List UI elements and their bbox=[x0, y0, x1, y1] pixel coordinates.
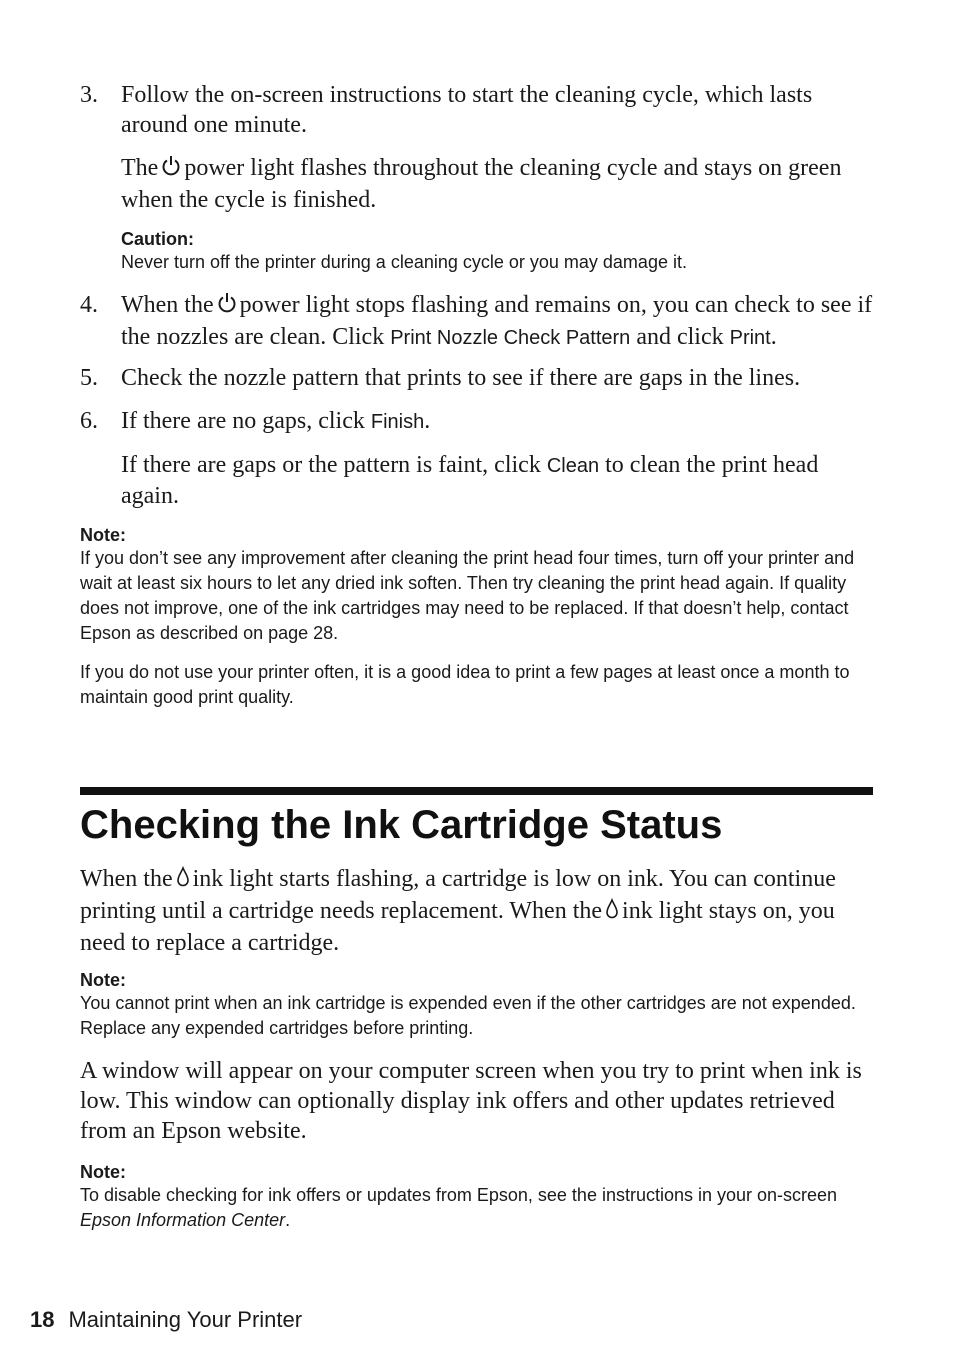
step-3 bbox=[80, 80, 880, 140]
note-label: Note: bbox=[80, 525, 126, 545]
step-number: 3. bbox=[80, 82, 98, 108]
caution-box bbox=[121, 228, 881, 275]
step-number: 4. bbox=[80, 292, 98, 318]
caution-body: Never turn off the printer during a cleaning cycle or you may damage it. bbox=[121, 252, 687, 272]
note-box bbox=[80, 524, 880, 710]
note-box bbox=[80, 1161, 880, 1233]
note-label: Note: bbox=[80, 1162, 126, 1182]
ink-drop-icon bbox=[176, 866, 190, 896]
ui-label-print-nozzle-check-pattern: Print Nozzle Check Pattern bbox=[390, 327, 631, 349]
doc-reference: Epson Information Center bbox=[80, 1210, 286, 1230]
note-extra: If you do not use your printer often, it is a good idea to print a few pages at least once a month to maintain good print quality. bbox=[80, 662, 850, 707]
page-footer bbox=[30, 1305, 302, 1335]
note-label: Note: bbox=[80, 970, 126, 990]
note-body: To disable checking for ink offers or updates from Epson, see the instructions in your on-screen Epson Information Center. bbox=[80, 1185, 838, 1230]
section-paragraph: A window will appear on your computer screen when you try to print when ink is low. This window can optionally display ink offers and other updates retrieved from an Epson website. bbox=[80, 1058, 862, 1144]
note-body: You cannot print when an ink cartridge is expended even if the other cartridges are not expended. Replace any expended cartridges before printing. bbox=[80, 993, 856, 1038]
section-title: Checking the Ink Cartridge Status bbox=[80, 803, 723, 847]
step-text: Check the nozzle pattern that prints to see if there are gaps in the lines. bbox=[121, 365, 801, 391]
footer-section-name: Maintaining Your Printer bbox=[68, 1307, 303, 1332]
note-body: If you don’t see any improvement after cleaning the print head four times, turn off your printer and wait at least six hours to let any dried ink soften. Then try cleaning the print head again. If quality does not improve, one of the ink cartridges may need to be replaced. If that doesn’t help, contact Epson as described on page 28. bbox=[80, 548, 855, 643]
step-text: Follow the on-screen instructions to start the cleaning cycle, which lasts around one minute. bbox=[121, 82, 813, 138]
ui-label-finish: Finish bbox=[370, 411, 425, 433]
ui-label-clean: Clean bbox=[546, 455, 600, 477]
section-divider bbox=[80, 787, 873, 795]
step-4: 4. When the power light stops flashing and remains on, you can check to see if the nozzles are clean. Click Print Nozzle Check Pattern and click Print. bbox=[80, 292, 873, 350]
ui-label-print: Print bbox=[729, 327, 771, 349]
ink-drop-icon bbox=[605, 898, 619, 928]
step-6-detail: If there are gaps or the pattern is faint, click Clean to clean the print head again. bbox=[121, 452, 819, 509]
power-icon bbox=[161, 155, 181, 185]
section-intro: When the ink light starts flashing, a cartridge is low on ink. You can continue printing until a cartridge needs replacement. When the ink light stays on, you need to replace a cartridge. bbox=[80, 866, 836, 956]
step-3-detail: The power light flashes throughout the cleaning cycle and stays on green when the cycle is finished. bbox=[121, 155, 842, 213]
power-icon bbox=[217, 292, 237, 322]
step-number: 6. bbox=[80, 408, 98, 434]
caution-label: Caution: bbox=[121, 229, 194, 249]
note-box bbox=[80, 969, 880, 1041]
step-number: 5. bbox=[80, 365, 98, 391]
step-5 bbox=[80, 363, 880, 393]
page-number: 18 bbox=[30, 1307, 55, 1332]
step-6: 6. If there are no gaps, click Finish. bbox=[80, 408, 431, 434]
